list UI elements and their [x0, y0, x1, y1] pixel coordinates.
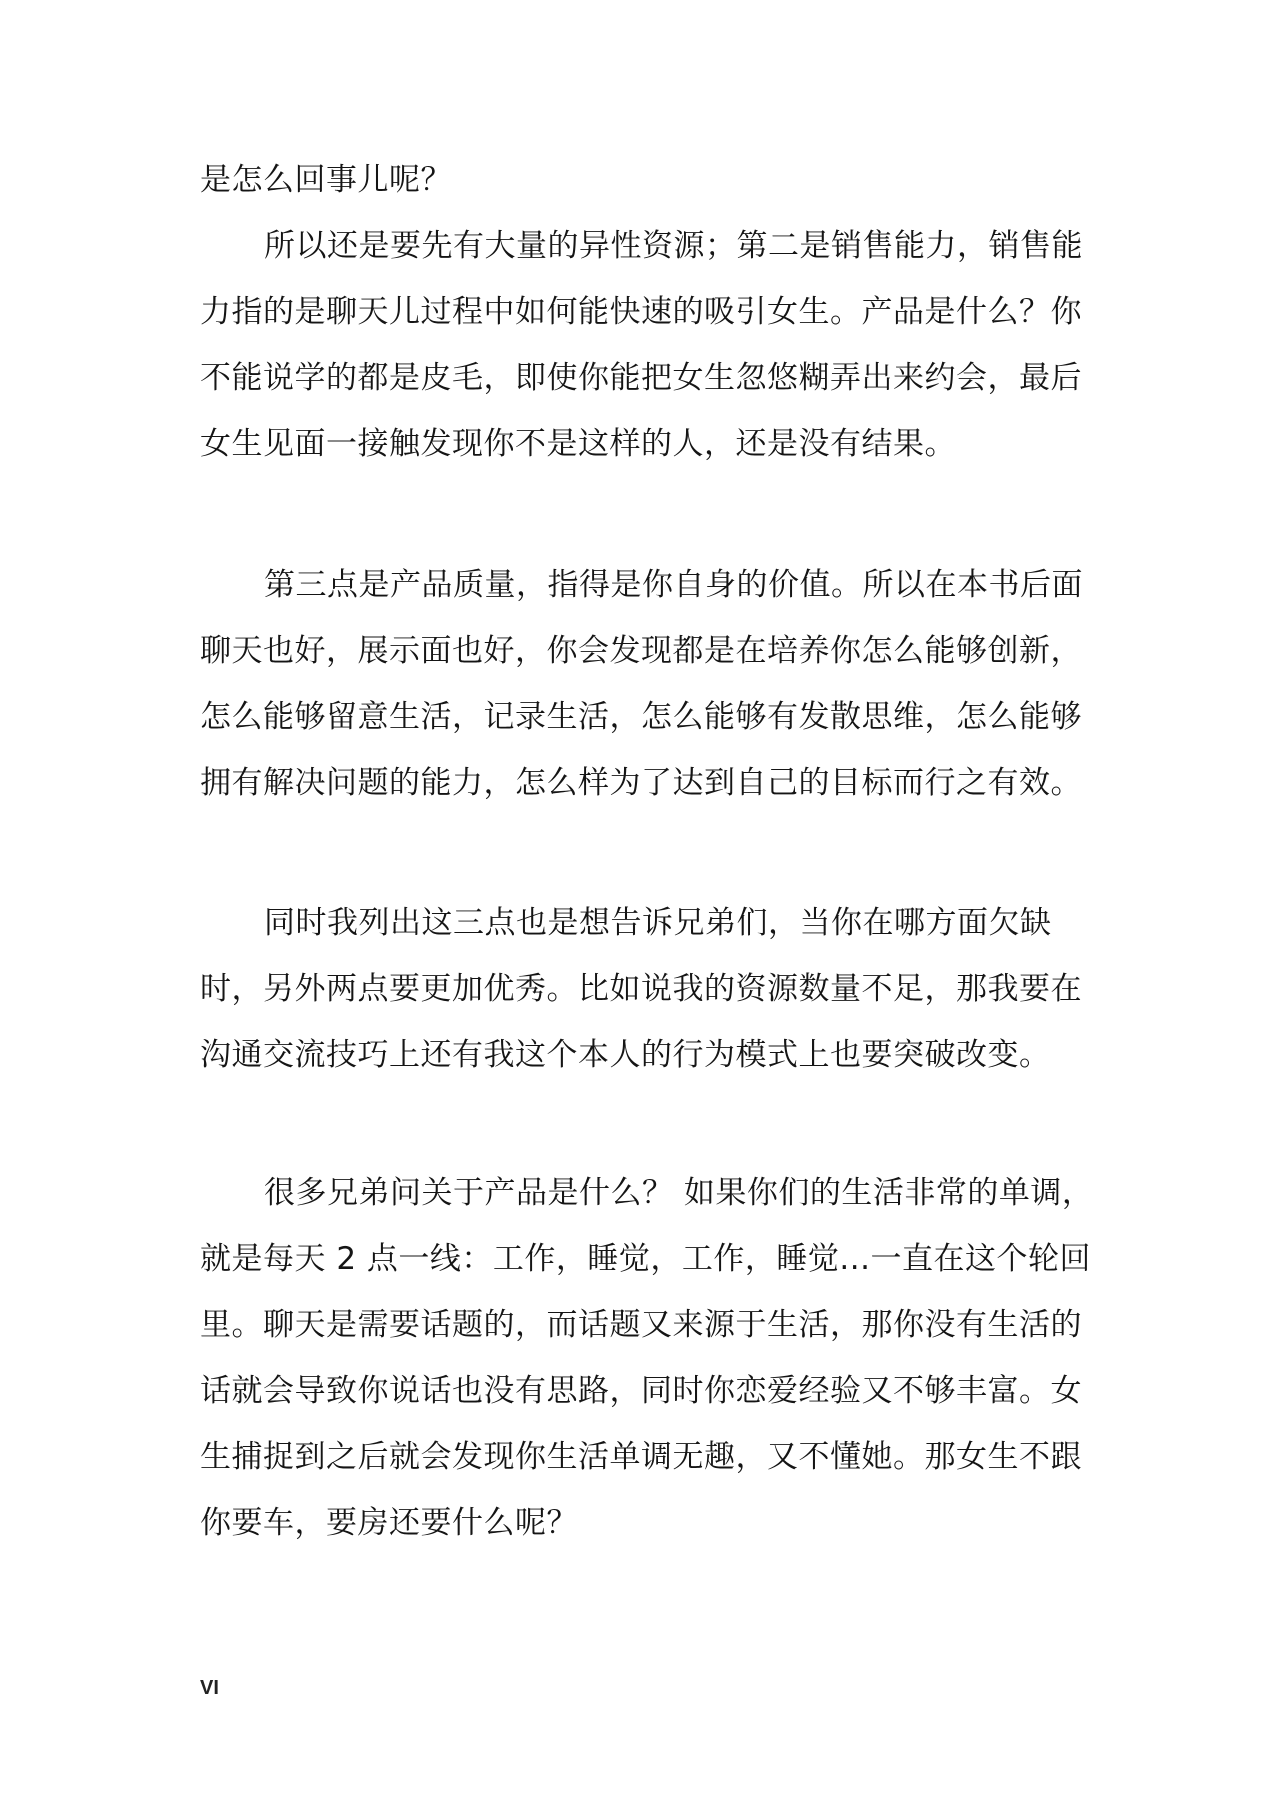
paragraph-text: 所以还是要先有大量的异性资源；第二是销售能力，销售能力指的是聊天儿过程中如何能快速的吸引女生。产品是什么？你不能说学的都是皮毛，即使你能把女生忽悠糊弄出来约会，最后女生见面一接触发现你不是这样的人，还是没有结果。: [200, 228, 1083, 462]
paragraph-text: 第三点是产品质量，指得是你自身的价值。所以在本书后面聊天也好，展示面也好，你会发现都是在培养你怎么能够创新，怎么能够留意生活，记录生活，怎么能够有发散思维，怎么能够拥有解决问题的能力，怎么样为了达到自己的目标而行之有效。: [200, 567, 1083, 801]
paragraph-3: [200, 552, 1110, 816]
paragraph-5: [200, 1160, 1110, 1556]
paragraph-text: 是怎么回事儿呢？: [200, 162, 452, 198]
paragraph-2: [200, 213, 1110, 477]
paragraph-1: [200, 147, 1110, 213]
paragraph-4: [200, 890, 1110, 1088]
paragraph-text: 很多兄弟问关于产品是什么？ 如果你们的生活非常的单调，就是每天 2 点一线：工作，睡觉，工作，睡觉...一直在这个轮回里。聊天是需要话题的，而话题又来源于生活，那你没有生活的话就会导致你说话也没有思路，同时你恋爱经验又不够丰富。女生捕捉到之后就会发现你生活单调无趣，又不懂她。那女生不跟你要车，要房还要什么呢？: [200, 1175, 1094, 1541]
page-number: VI: [200, 1677, 219, 1699]
paragraph-text: 同时我列出这三点也是想告诉兄弟们，当你在哪方面欠缺时，另外两点要更加优秀。比如说我的资源数量不足，那我要在沟通交流技巧上还有我这个本人的行为模式上也要突破改变。: [200, 905, 1082, 1073]
